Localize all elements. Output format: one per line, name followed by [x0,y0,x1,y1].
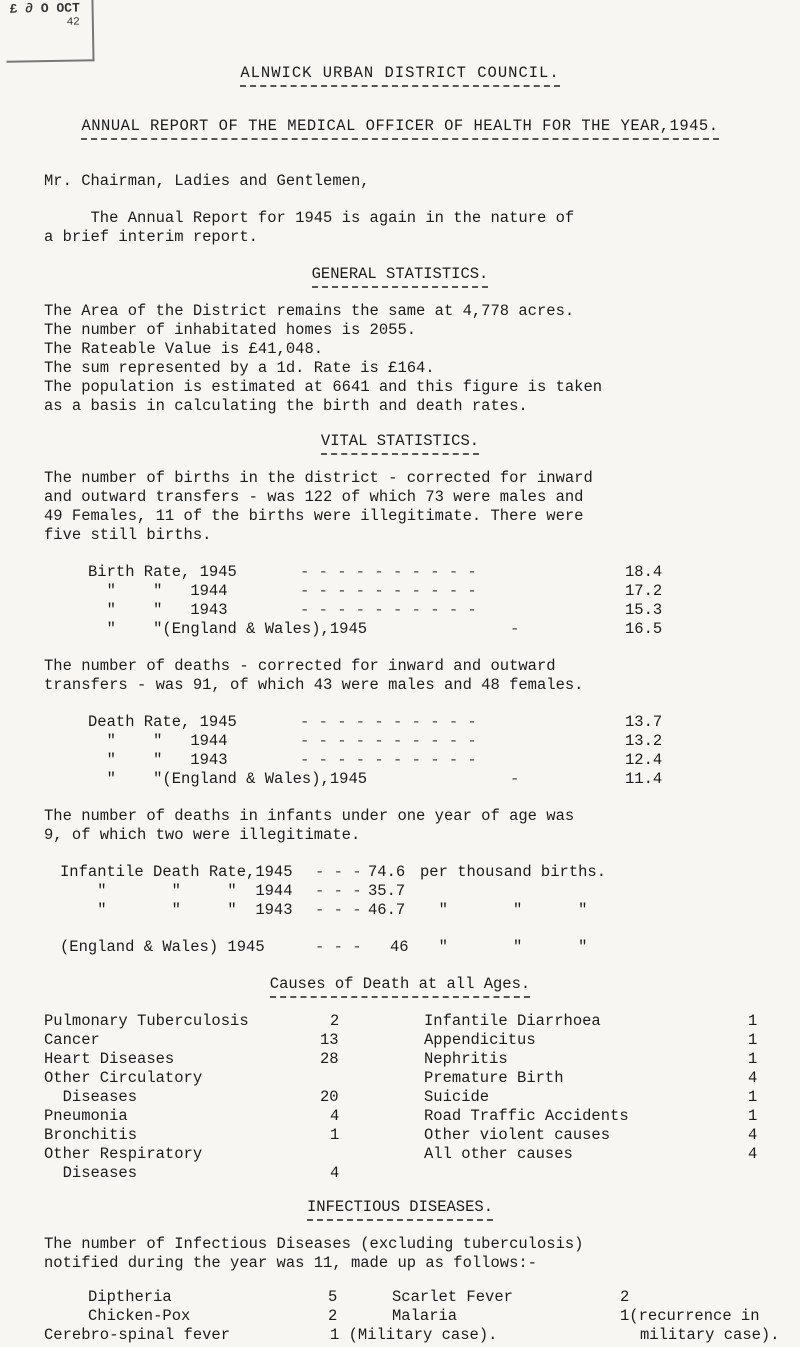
birth-rate-value: 17.2 [625,582,663,600]
cause-name: All other causes [424,1145,573,1163]
general-statistics-heading: GENERAL STATISTICS. [0,265,800,288]
disease-count: 2 [328,1307,338,1325]
death-rate-label: Death Rate, 1945 [88,713,237,731]
infant-text: The number of deaths in infants under one year of age was [44,807,575,825]
general-line: The Rateable Value is £41,048. [44,340,324,358]
cause-count: 4 [330,1164,340,1182]
births-text: and outward transfers - was 122 of which 73 were males and [44,488,584,506]
cause-count: 13 [320,1031,339,1049]
cause-name: Other Circulatory [44,1069,203,1087]
cause-count: 1 [748,1012,758,1030]
infectious-text: notified during the year was 11, made up as follows:- [44,1254,537,1272]
infant-rate-suffix: " " " [420,938,588,956]
birth-rate-label: " " 1943 [88,601,228,619]
death-rate-label: " " 1943 [88,751,228,769]
infant-rate-label: " " " 1944 [60,882,293,900]
infant-text: 9, of which two were illegitimate. [44,826,361,844]
cause-count: 1 [330,1126,340,1144]
death-rate-value: 13.2 [625,732,663,750]
cause-count: 4 [748,1126,758,1144]
infant-rate-value: 35.7 [368,882,406,900]
cause-count: 4 [748,1145,758,1163]
infant-rate-suffix: per thousand births. [420,863,607,881]
stamp-date: £ ∂ O OCT [9,0,80,17]
infant-rate-label: Infantile Death Rate,1945 [60,863,293,881]
disease-count: 2 [620,1288,630,1306]
birth-rate-value: 15.3 [625,601,663,619]
received-stamp [5,0,94,63]
cause-count: 2 [330,1012,340,1030]
cause-count: 20 [320,1088,339,1106]
birth-rate-label: Birth Rate, 1945 [88,563,237,581]
cause-count: 1 [748,1088,758,1106]
infant-rate-value: 74.6 [368,863,406,881]
disease-count: 1 (Military case). [330,1326,498,1344]
deaths-text: transfers - was 91, of which 43 were males and 48 females. [44,676,584,694]
general-line: The sum represented by a 1d. Rate is £164. [44,359,435,377]
council-title: ALNWICK URBAN DISTRICT COUNCIL. [0,64,800,87]
cause-name: Suicide [424,1088,490,1106]
cause-name: Nephritis [424,1050,508,1068]
cause-count: 4 [330,1107,340,1125]
disease-count: 5 [328,1288,338,1306]
causes-heading: Causes of Death at all Ages. [0,975,800,998]
births-text: five still births. [44,526,212,544]
cause-name: Other violent causes [424,1126,611,1144]
cause-name: Other Respiratory [44,1145,203,1163]
births-text: 49 Females, 11 of the births were illegitimate. There were [44,507,584,525]
death-rate-value: 11.4 [625,770,663,788]
cause-count: 28 [320,1050,339,1068]
infant-rate-value: 46 [390,938,409,956]
birth-rate-label: " " 1944 [88,582,228,600]
disease-name: Scarlet Fever [392,1288,513,1306]
cause-count: 4 [748,1069,758,1087]
general-line: as a basis in calculating the birth and death rates. [44,397,528,415]
disease-name: Cerebro-spinal fever [44,1326,231,1344]
cause-name: Diseases [44,1088,138,1106]
birth-rate-label: " "(England & Wales),1945 [88,620,368,638]
disease-name: Diptheria [88,1288,172,1306]
cause-name: Appendicitus [424,1031,536,1049]
birth-rate-value: 18.4 [625,563,663,581]
stamp-number: 42 [66,16,80,29]
disease-name: Chicken-Pox [88,1307,191,1325]
report-title: ANNUAL REPORT OF THE MEDICAL OFFICER OF HEALTH FOR THE YEAR,1945. [0,117,800,140]
cause-count: 1 [748,1107,758,1125]
cause-name: Infantile Diarrhoea [424,1012,601,1030]
general-line: The number of inhabitated homes is 2055. [44,321,417,339]
malaria-note: military case). [640,1326,780,1344]
salutation: Mr. Chairman, Ladies and Gentlemen, [44,172,370,190]
infectious-heading: INFECTIOUS DISEASES. [0,1198,800,1221]
infant-rate-value: 46.7 [368,901,406,919]
disease-name: Malaria [392,1307,458,1325]
disease-count: 1(recurrence in [620,1307,760,1325]
death-rate-value: 13.7 [625,713,663,731]
infant-rate-suffix: " " " [420,901,588,919]
cause-name: Pulmonary Tuberculosis [44,1012,249,1030]
cause-name: Bronchitis [44,1126,138,1144]
deaths-text: The number of deaths - corrected for inward and outward [44,657,556,675]
cause-name: Premature Birth [424,1069,564,1087]
infant-rate-label: " " " 1943 [60,901,293,919]
cause-count: 1 [748,1050,758,1068]
cause-name: Pneumonia [44,1107,128,1125]
death-rate-value: 12.4 [625,751,663,769]
births-text: The number of births in the district - corrected for inward [44,469,593,487]
general-line: The population is estimated at 6641 and this figure is taken [44,378,603,396]
cause-name: Cancer [44,1031,100,1049]
death-rate-label: " " 1944 [88,732,228,750]
birth-rate-value: 16.5 [625,620,663,638]
cause-name: Heart Diseases [44,1050,175,1068]
cause-name: Road Traffic Accidents [424,1107,629,1125]
cause-name: Diseases [44,1164,138,1182]
intro-line-1: The Annual Report for 1945 is again in the nature of [44,209,575,227]
death-rate-label: " "(England & Wales),1945 [88,770,368,788]
cause-count: 1 [748,1031,758,1049]
infectious-text: The number of Infectious Diseases (excluding tuberculosis) [44,1235,584,1253]
vital-statistics-heading: VITAL STATISTICS. [0,432,800,455]
general-line: The Area of the District remains the same at 4,778 acres. [44,302,575,320]
infant-rate-label: (England & Wales) 1945 [60,938,265,956]
intro-line-2: a brief interim report. [44,228,258,246]
